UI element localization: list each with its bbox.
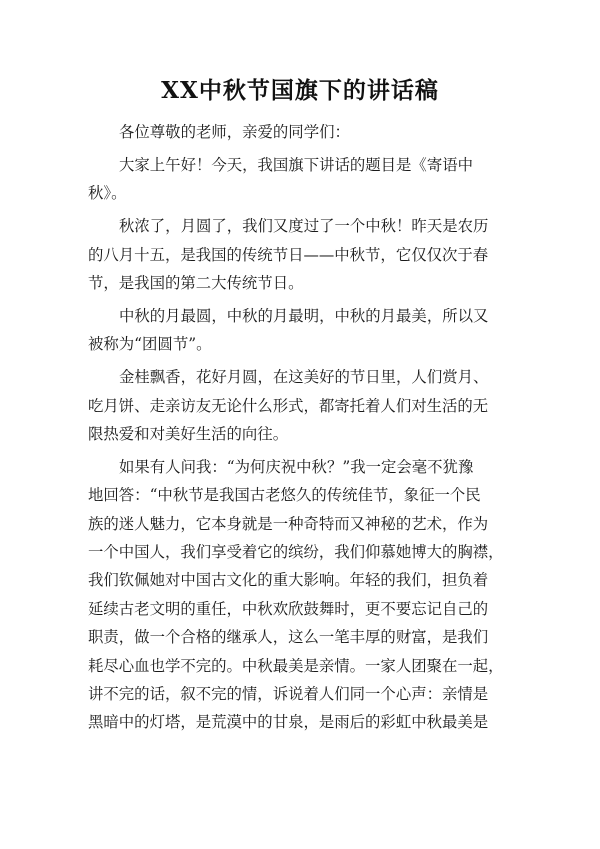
text-line: 如果有人问我：“为何庆祝中秋？”我一定会毫不犹豫	[119, 457, 474, 476]
text-line: 我们钦佩她对中国古文化的重大影响。年轻的我们，担负着	[88, 571, 489, 590]
text-line: 吃月饼、走亲访友无论什么形式，都寄托着人们对生活的无	[88, 396, 489, 415]
text-line: 讲不完的话，叙不完的情，诉说着人们同一个心声：亲情是	[88, 684, 489, 703]
text-line: 秋浓了，月圆了，我们又度过了一个中秋！昨天是农历	[119, 217, 489, 236]
text-line: 一个中国人，我们享受着它的缤纷，我们仰慕她博大的胸襟，	[88, 542, 504, 561]
text-line: 中秋的月最圆，中秋的月最明，中秋的月最美，所以又	[119, 306, 489, 325]
document-title: XX中秋节国旗下的讲话稿	[161, 77, 439, 104]
text-line: 节，是我国的第二大传统节日。	[88, 273, 304, 292]
text-line: 耗尽心血也学不完的。中秋最美是亲情。一家人团聚在一起，	[88, 656, 504, 675]
text-line: 的八月十五，是我国的传统节日——中秋节，它仅仅次于春	[88, 245, 489, 264]
text-line: 被称为“团圆节”。	[88, 335, 212, 354]
document-body	[88, 118, 512, 737]
text-line: 各位尊敬的老师，亲爱的同学们：	[119, 123, 350, 141]
text-line: 族的迷人魅力，它本身就是一种奇特而又神秘的艺术，作为	[88, 514, 489, 533]
text-line: 黑暗中的灯塔，是荒漠中的甘泉，是雨后的彩虹中秋最美是	[88, 713, 489, 732]
text-line: 职责，做一个合格的继承人，这么一笔丰厚的财富，是我们	[88, 628, 489, 647]
text-line: 地回答：“中秋节是我国古老悠久的传统佳节，象征一个民	[88, 486, 481, 505]
text-line: 秋》。	[88, 184, 127, 203]
text-line: 限热爱和对美好生活的向往。	[88, 424, 289, 443]
text-line: 延续古老文明的重任，中秋欢欣鼓舞时，更不要忘记自己的	[88, 599, 489, 618]
text-line: 大家上午好！今天，我国旗下讲话的题目是《寄语中	[119, 155, 473, 174]
text-line: 金桂飘香，花好月圆，在这美好的节日里，人们赏月、	[119, 368, 489, 387]
